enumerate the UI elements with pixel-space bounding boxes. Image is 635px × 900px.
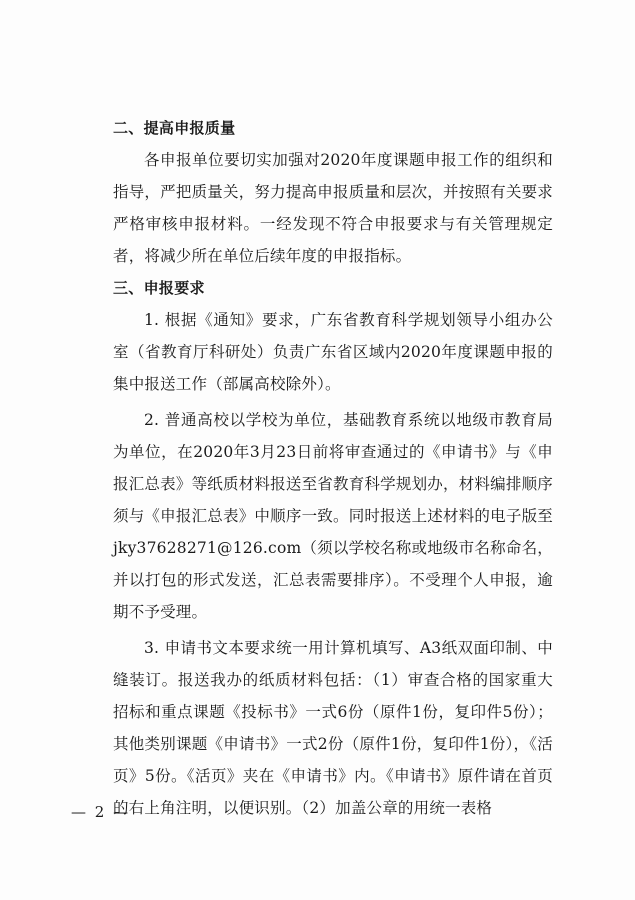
paragraph-quality: 各申报单位要切实加强对2020年度课题申报工作的组织和指导，严把质量关，努力提高申报质量和层次，并按照有关要求严格审核申报材料。一经发现不符合申报要求与有关管理规定者，将减少所在单位后续年度的申报指标。 (113, 151, 553, 265)
paragraph-requirement-2: 2. 普通高校以学校为单位，基础教育系统以地级市教育局为单位，在2020年3月23日前将审查通过的《申请书》与《申报汇总表》等纸质材料报送至省教育科学规划办，材料编排顺序须与《申报汇总表》中顺序一致。同时报送上述材料的电子版至jky37628271@126.com（须以学校名称或地级市名称命名，并以打包的形式发送，汇总表需要排序）。不受理个人申报，逾期不予受理。 (113, 411, 553, 621)
document-body (113, 112, 553, 824)
section-heading-requirements: 三、申报要求 (113, 279, 205, 297)
page-number: — 2 — (71, 803, 131, 821)
paragraph-requirement-1: 1. 根据《通知》要求，广东省教育科学规划领导小组办公室（省教育厅科研处）负责广东省区域内2020年度课题申报的集中报送工作（部属高校除外）。 (113, 311, 553, 393)
paragraph-requirement-3: 3. 申请书文本要求统一用计算机填写、A3纸双面印制、中缝装订。报送我办的纸质材料包括：（1）审查合格的国家重大招标和重点课题《投标书》一式6份（原件1份，复印件5份）；其他类别课题《申请书》一式2份（原件1份，复印件1份），《活页》5份。《活页》夹在《申请书》内。《申请书》原件请在首页的右上角注明，以便识别。（2）加盖公章的用统一表格 (113, 639, 553, 817)
section-heading-quality: 二、提高申报质量 (113, 119, 236, 137)
